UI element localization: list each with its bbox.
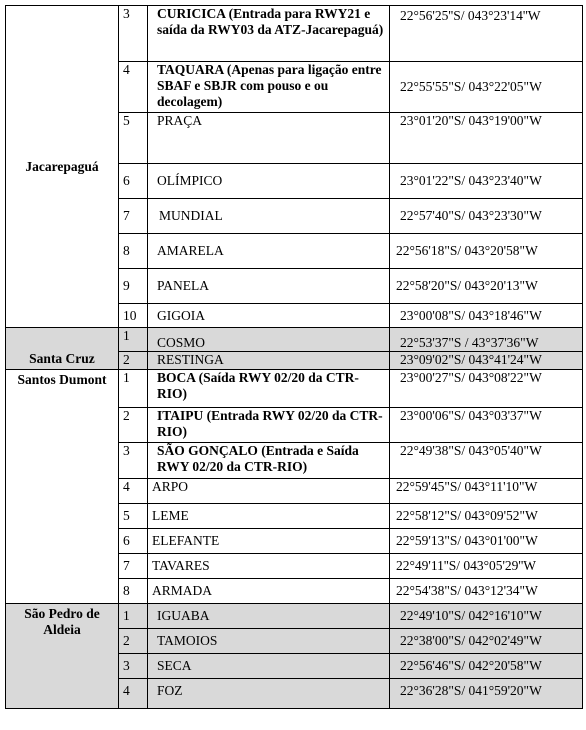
coordinates: 22°54'38"S/ 043°12'34"W	[390, 579, 583, 604]
point-name: FOZ	[148, 679, 390, 709]
point-name: IGUABA	[148, 604, 390, 629]
point-name: ARPO	[148, 479, 390, 504]
point-name: BOCA (Saída RWY 02/20 da CTR-RIO)	[148, 370, 390, 408]
coordinates: 23°01'20"S/ 043°19'00"W	[390, 113, 583, 164]
row-number: 1	[119, 604, 148, 629]
row-number: 2	[119, 352, 148, 370]
row-number: 7	[119, 199, 148, 234]
coordinates: 22°36'28"S/ 041°59'20"W	[390, 679, 583, 709]
point-name: ARMADA	[148, 579, 390, 604]
point-name: COSMO	[148, 328, 390, 352]
coordinates: 22°49'38"S/ 043°05'40"W	[390, 443, 583, 479]
coordinates: 22°59'13"S/ 043°01'00"W	[390, 529, 583, 554]
coordinates: 22°57'40"S/ 043°23'30"W	[390, 199, 583, 234]
point-name: RESTINGA	[148, 352, 390, 370]
row-number: 6	[119, 164, 148, 199]
row-number: 1	[119, 370, 148, 408]
coordinates: 23°01'22"S/ 043°23'40"W	[390, 164, 583, 199]
coordinates: 22°38'00"S/ 042°02'49"W	[390, 629, 583, 654]
row-number: 3	[119, 6, 148, 62]
airport-cell: Jacarepaguá	[6, 6, 119, 328]
point-name: LEME	[148, 504, 390, 529]
row-number: 7	[119, 554, 148, 579]
point-name: AMARELA	[148, 234, 390, 269]
point-name: OLÍMPICO	[148, 164, 390, 199]
airport-cell: São Pedro de Aldeia	[6, 604, 119, 709]
coordinates: 22°58'20"S/ 043°20'13"W	[390, 269, 583, 304]
coordinates: 23°09'02"S/ 043°41'24"W	[390, 352, 583, 370]
airport-cell: Santos Dumont	[6, 370, 119, 604]
row-number: 4	[119, 679, 148, 709]
coordinates: 22°56'25''S/ 043°23'14''W	[390, 6, 583, 62]
point-name: TAVARES	[148, 554, 390, 579]
row-number: 8	[119, 579, 148, 604]
point-name: PANELA	[148, 269, 390, 304]
row-number: 2	[119, 408, 148, 443]
coordinates: 22°53'37"S / 43°37'36"W	[390, 328, 583, 352]
point-name: MUNDIAL	[148, 199, 390, 234]
coordinates: 23°00'27"S/ 043°08'22"W	[390, 370, 583, 408]
row-number: 1	[119, 328, 148, 352]
row-number: 5	[119, 113, 148, 164]
point-name: PRAÇA	[148, 113, 390, 164]
row-number: 5	[119, 504, 148, 529]
row-number: 2	[119, 629, 148, 654]
point-name: CURICICA (Entrada para RWY21 e saída da RWY03 da ATZ-Jacarepaguá)	[148, 6, 390, 62]
row-number: 3	[119, 654, 148, 679]
coordinates: 22°56'18"S/ 043°20'58"W	[390, 234, 583, 269]
row-number: 4	[119, 479, 148, 504]
point-name: SÃO GONÇALO (Entrada e Saída RWY 02/20 da CTR-RIO)	[148, 443, 390, 479]
aerodrome-points-table	[5, 5, 583, 709]
point-name: TAMOIOS	[148, 629, 390, 654]
point-name: GIGOIA	[148, 304, 390, 328]
airport-cell: Santa Cruz	[6, 328, 119, 370]
coordinates: 23°00'06"S/ 043°03'37"W	[390, 408, 583, 443]
point-name: ITAIPU (Entrada RWY 02/20 da CTR-RIO)	[148, 408, 390, 443]
row-number: 3	[119, 443, 148, 479]
coordinates: 22°49'11''S/ 043°05'29''W	[390, 554, 583, 579]
coordinates: 22°59'45"S/ 043°11'10"W	[390, 479, 583, 504]
point-name: SECA	[148, 654, 390, 679]
coordinates: 22°56'46"S/ 042°20'58"W	[390, 654, 583, 679]
point-name: TAQUARA (Apenas para ligação entre SBAF e SBJR com pouso e ou decolagem)	[148, 62, 390, 113]
row-number: 10	[119, 304, 148, 328]
coordinates: 23°00'08"S/ 043°18'46"W	[390, 304, 583, 328]
row-number: 8	[119, 234, 148, 269]
coordinates: 22°58'12"S/ 043°09'52"W	[390, 504, 583, 529]
row-number: 6	[119, 529, 148, 554]
point-name: ELEFANTE	[148, 529, 390, 554]
coordinates: 22°49'10"S/ 042°16'10"W	[390, 604, 583, 629]
coordinates: 22°55'55"S/ 043°22'05"W	[390, 62, 583, 113]
row-number: 4	[119, 62, 148, 113]
row-number: 9	[119, 269, 148, 304]
